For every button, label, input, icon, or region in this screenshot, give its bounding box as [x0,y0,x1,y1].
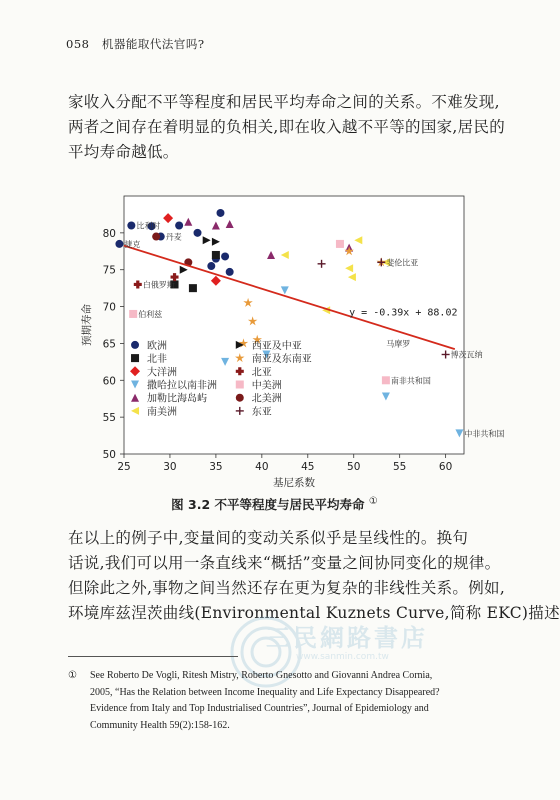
text-line: 但除此之外,事物之间当然还存在更为复杂的非线性关系。例如, [68,579,506,597]
data-point [189,284,197,292]
watermark-text: 三民網路書店 [266,624,428,652]
legend-label: 欧洲 [147,340,168,352]
legend-marker [236,381,244,389]
legend-label: 南亚及东南亚 [251,354,312,366]
x-tick-label: 40 [255,461,269,473]
watermark-url: www.sanmin.com.tw [296,652,389,662]
data-point [129,310,137,318]
y-tick-label: 60 [102,375,116,388]
data-point [194,229,202,237]
x-tick-label: 30 [163,461,177,473]
footnote-line: Evidence from Italy and Top Industrialised Countries”, Journal of Epidemiology and [90,703,429,714]
data-point [226,268,234,276]
y-tick-label: 80 [102,227,116,240]
text-line: 在以上的例子中,变量间的变动关系似乎是呈线性的。换句 [68,529,469,547]
legend-marker [131,341,139,349]
running-header [66,36,205,52]
data-point [382,376,390,384]
legend-label: 中美洲 [251,380,282,392]
data-point [336,240,344,248]
data-point [127,221,135,229]
point-annotation: 比利时 [136,221,161,231]
y-axis-label: 预期寿命 [81,304,93,346]
footnote-divider [68,656,238,657]
point-annotation: 博茨瓦纳 [450,350,483,360]
data-point [207,262,215,270]
x-tick-label: 25 [117,461,131,473]
regression-equation: y = -0.39x + 88.02 [349,307,458,319]
legend-label: 加勒比海岛屿 [147,393,208,405]
legend-label: 北美洲 [251,393,282,405]
legend-label: 北亚 [251,367,272,379]
footnote-line: Community Health 59(2):158-162. [90,719,230,731]
point-annotation: 中非共和国 [464,429,505,439]
x-axis-label: 基尼系数 [273,477,315,489]
caption-footnote-mark: ① [368,495,378,507]
footnote-line: 2005, “Has the Relation between Income Inequality and Life Expectancy Disappeared? [90,686,440,698]
text-line: 家收入分配不平等程度和居民平均寿命之间的关系。不难发现, [68,93,500,111]
legend-label: 撒哈拉以南非洲 [147,380,218,392]
legend-marker [236,394,244,402]
x-tick-label: 45 [301,461,315,473]
scatter-chart [76,182,505,492]
data-point [212,251,220,259]
data-point [115,240,123,248]
footnote-text [90,668,500,734]
x-tick-label: 50 [347,461,361,473]
legend-label: 西亚及中亚 [251,340,302,352]
point-annotation: 丹麦 [165,232,182,242]
legend-label: 北非 [147,354,168,366]
y-tick-label: 70 [102,301,116,314]
y-tick-label: 55 [102,412,116,425]
data-point [216,209,224,217]
text-line: 话说,我们可以用一条直线来“概括”变量之间协同变化的规律。 [68,554,501,572]
point-annotation: 马摩罗 [386,339,411,349]
book-title: 机器能取代法官吗? [101,37,205,51]
x-tick-label: 35 [209,461,223,473]
paragraph-intro [68,90,506,165]
data-point [221,252,229,260]
point-annotation: 白俄罗斯 [142,280,175,290]
footnote-mark: ① [68,670,77,681]
y-tick-label: 65 [102,338,116,351]
text-line: 两者之间存在着明显的负相关,即在收入越不平等的国家,居民的 [68,118,506,136]
footnote-line: See Roberto De Vogli, Ritesh Mistry, Roberto Gnesotto and Giovanni Andrea Cornia, [90,670,433,681]
figure-caption [0,495,549,513]
legend-marker [131,354,139,362]
point-annotation: 南非共和国 [390,376,431,386]
point-annotation: 斐伦比亚 [386,258,419,268]
x-tick-label: 55 [392,461,407,473]
point-annotation: 伯利兹 [138,309,163,319]
point-annotation: 捷克 [124,239,141,249]
legend-label: 东亚 [251,406,272,418]
data-point [152,233,160,241]
legend-label: 大洋洲 [147,367,178,379]
y-tick-label: 50 [102,449,116,461]
text-line: 环境库兹涅茨曲线(Environmental Kuznets Curve,简称 EKC)描述 [68,604,560,622]
page-number: 058 [66,37,90,51]
y-tick-label: 75 [102,264,116,277]
text-line: 平均寿命越低。 [68,143,179,161]
x-tick-label: 60 [438,461,453,473]
figure-caption-text: 图 3.2 不平等程度与居民平均寿命 [171,497,365,512]
legend-label: 南美洲 [147,406,178,418]
paragraph-body [68,526,560,626]
data-point [175,221,183,229]
